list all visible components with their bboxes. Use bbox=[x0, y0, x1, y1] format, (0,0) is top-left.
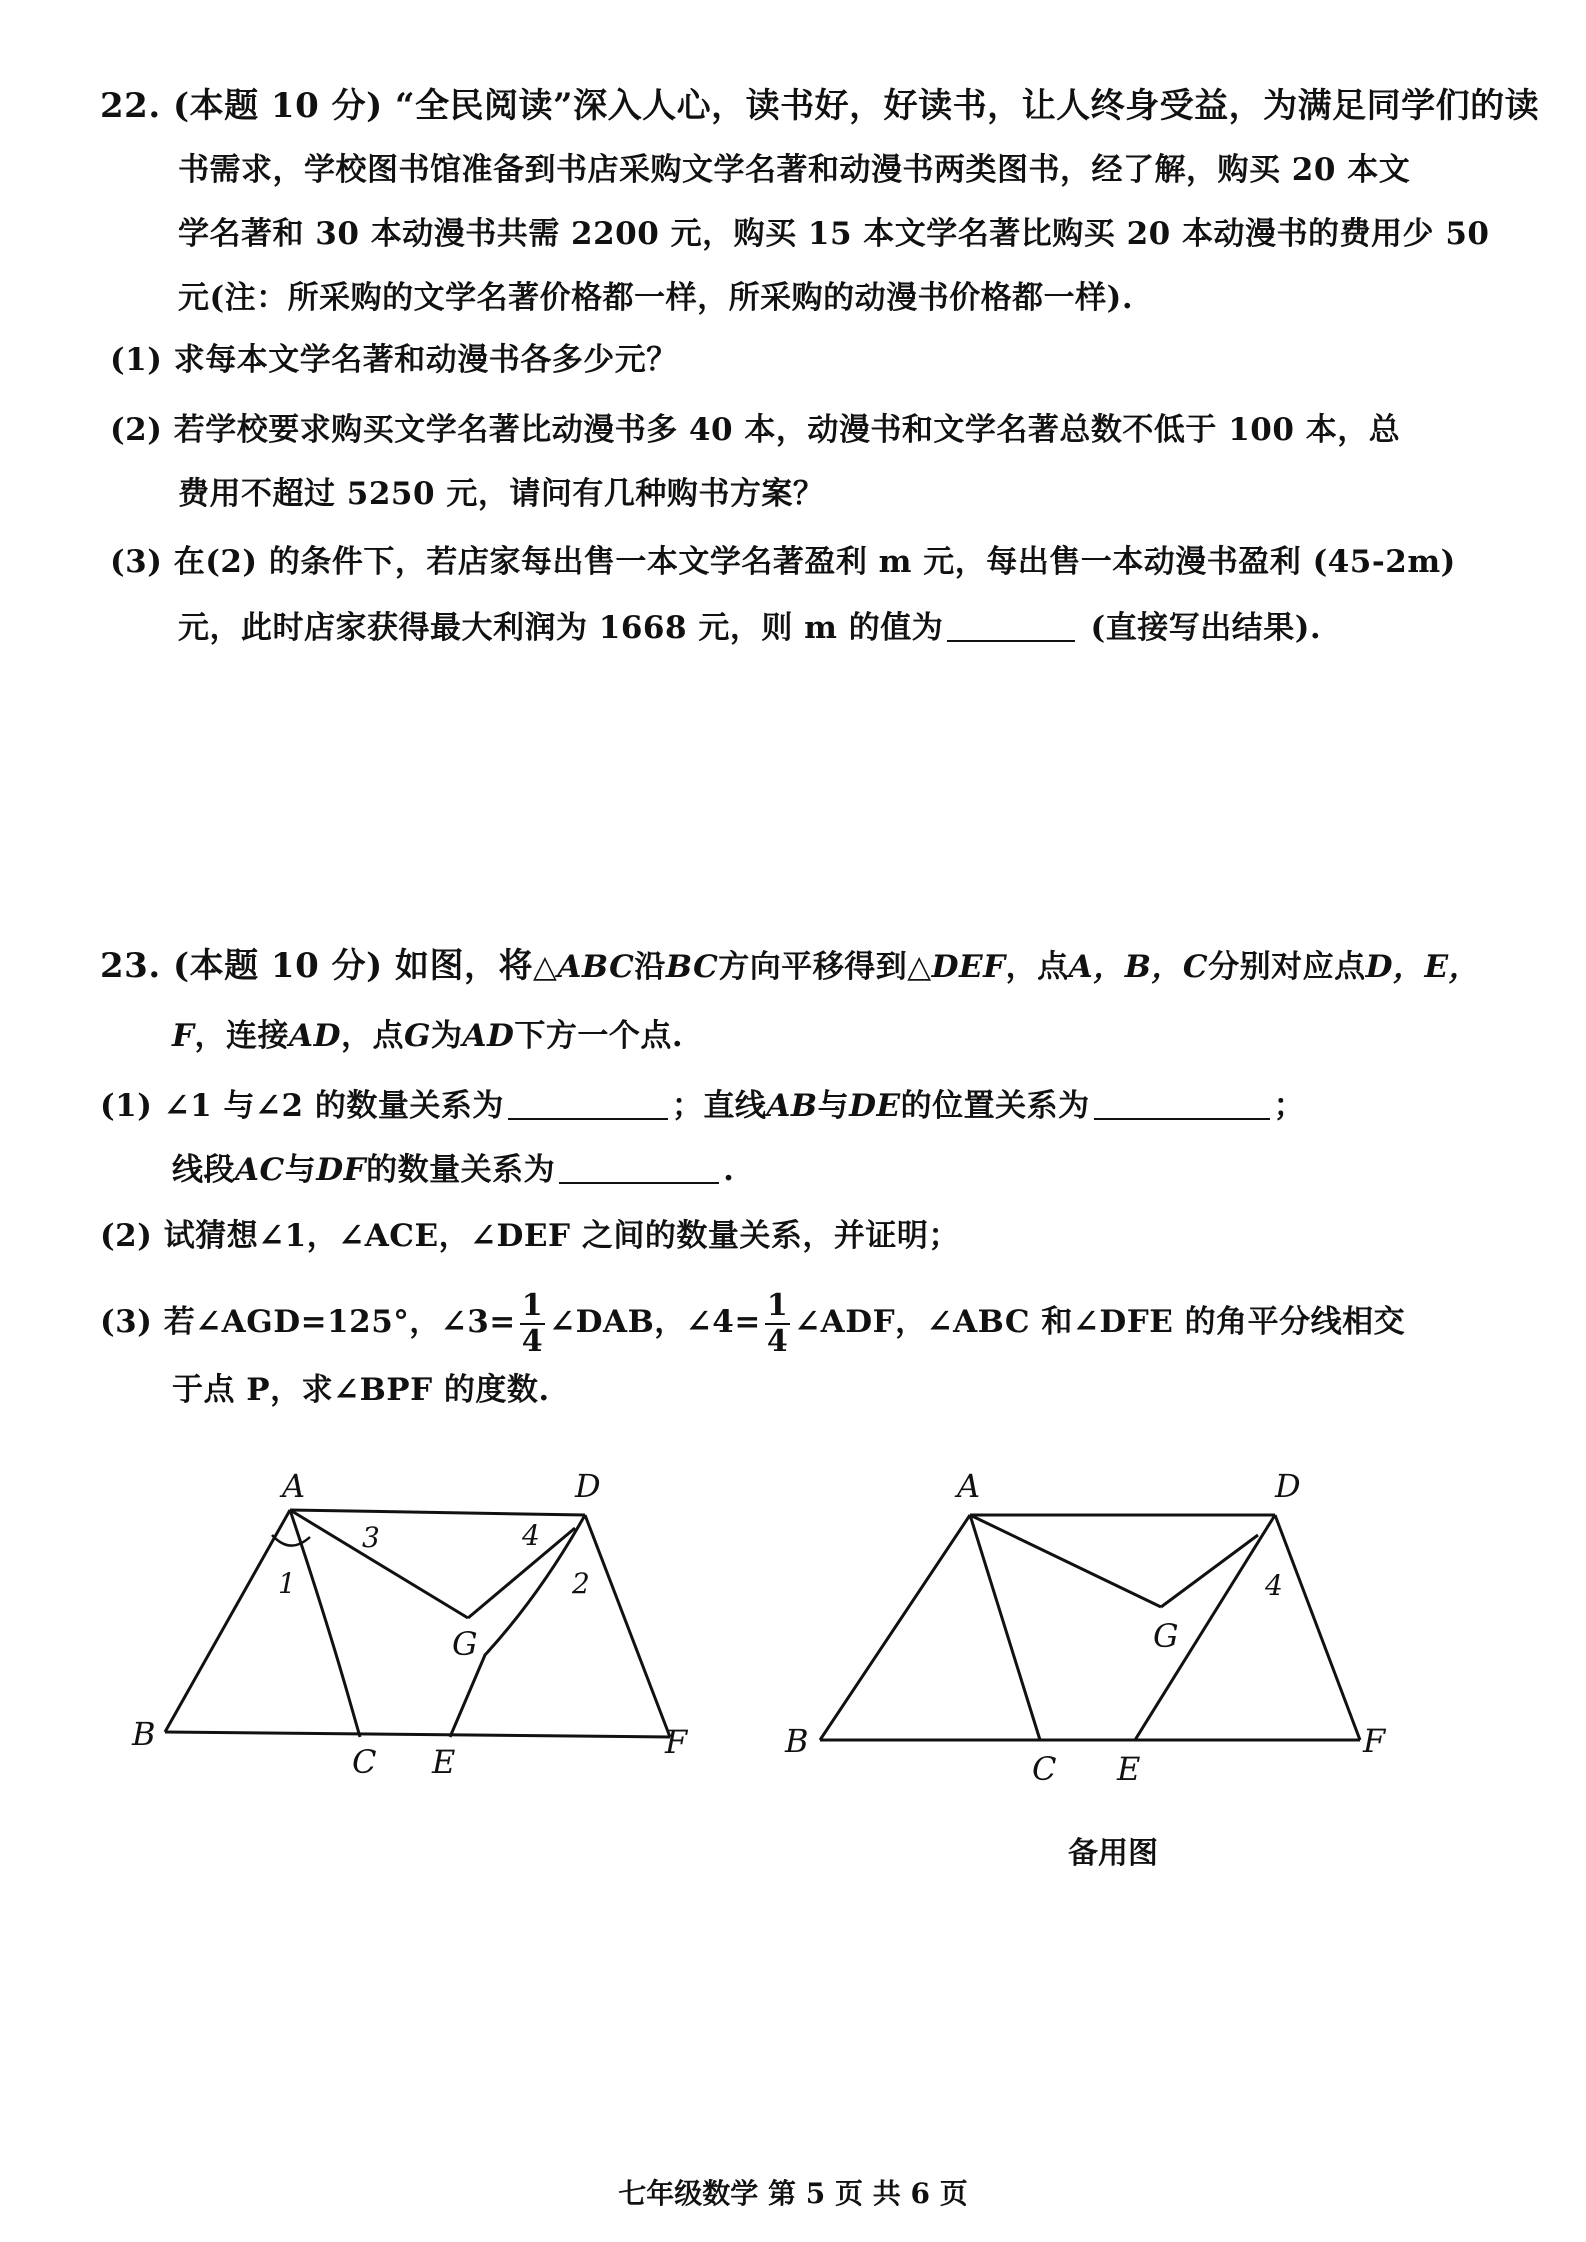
q23-header bbox=[100, 946, 1480, 987]
fraction-one-quarter bbox=[765, 1289, 790, 1359]
angle-label-4: 4 bbox=[522, 1519, 540, 1552]
q23-text: 的数量关系为 bbox=[366, 1152, 556, 1188]
q22-header bbox=[100, 86, 1539, 127]
label-b: B bbox=[132, 1715, 156, 1753]
q23-text: 与 bbox=[284, 1152, 317, 1188]
figure-backup-caption: 备用图 bbox=[1068, 1836, 1158, 1871]
q22-part2-line2: 费用不超过 5250 元，请问有几种购书方案？ bbox=[178, 476, 825, 512]
q22-line2: 书需求，学校图书馆准备到书店采购文学名著和动漫书两类图书，经了解，购买 20 本文 bbox=[178, 152, 1411, 188]
fraction-numerator: 1 bbox=[766, 1287, 789, 1323]
fraction-numerator: 1 bbox=[521, 1287, 544, 1323]
q23-text: 线段 bbox=[172, 1152, 235, 1188]
fraction-one-quarter bbox=[520, 1289, 545, 1359]
q22-part3-text-end: (直接写出结果). bbox=[1079, 610, 1322, 646]
angle-label-1: 1 bbox=[278, 1567, 296, 1600]
segment-bc: BC bbox=[665, 949, 719, 985]
answer-blank[interactable] bbox=[947, 640, 1075, 642]
figure-main bbox=[120, 1455, 720, 1800]
label-e: E bbox=[432, 1743, 456, 1781]
label-g: G bbox=[1153, 1617, 1179, 1655]
angle-label-4: 4 bbox=[1265, 1569, 1283, 1602]
fraction-denominator: 4 bbox=[521, 1323, 544, 1359]
label-d: D bbox=[575, 1467, 601, 1505]
segment-df: DF bbox=[316, 1152, 367, 1188]
label-c: C bbox=[352, 1743, 377, 1781]
triangle-abc: △ABC bbox=[533, 949, 635, 985]
segment-ab-line bbox=[165, 1510, 290, 1732]
fraction-denominator: 4 bbox=[766, 1323, 789, 1359]
q23-text: 下方一个点. bbox=[514, 1018, 684, 1054]
q23-text: 的位置关系为 bbox=[900, 1088, 1090, 1124]
q23-text: . bbox=[723, 1152, 735, 1188]
points-abc: A，B，C bbox=[1068, 949, 1209, 985]
q22-line3: 学名著和 30 本动漫书共需 2200 元，购买 15 本文学名著比购买 20 本动漫书的费用少 50 bbox=[178, 216, 1490, 252]
answer-blank[interactable] bbox=[559, 1182, 719, 1184]
answer-blank[interactable] bbox=[508, 1118, 668, 1120]
q23-text: (1) ∠1 与∠2 的数量关系为 bbox=[100, 1088, 504, 1124]
label-e: E bbox=[1117, 1750, 1141, 1788]
q22-part1: (1) 求每本文学名著和动漫书各多少元？ bbox=[110, 342, 678, 378]
segment-ad: AD bbox=[289, 1018, 341, 1054]
angle-label-3: 3 bbox=[362, 1521, 380, 1554]
label-g: G bbox=[452, 1625, 478, 1663]
segment-bf-line bbox=[165, 1732, 670, 1737]
q23-part3-line1 bbox=[100, 1282, 1405, 1362]
q23-text: ； bbox=[1273, 1088, 1306, 1124]
line-ab: AB bbox=[766, 1088, 818, 1124]
segment-ag-line bbox=[970, 1515, 1161, 1607]
q23-header-text: 23. (本题 10 分) 如图，将 bbox=[100, 946, 533, 986]
answer-blank[interactable] bbox=[1094, 1118, 1270, 1120]
segment-df-line bbox=[585, 1515, 670, 1737]
q22-part3-line1: (3) 在(2) 的条件下，若店家每出售一本文学名著盈利 m 元，每出售一本动漫书盈利 (45-2m) bbox=[110, 544, 1456, 580]
triangle-def: △DEF bbox=[907, 949, 1006, 985]
q23-text: ，点 bbox=[340, 1018, 404, 1054]
q23-text: 与 bbox=[817, 1088, 850, 1124]
q23-text: ，点 bbox=[1005, 949, 1069, 985]
label-f: F bbox=[1363, 1722, 1386, 1760]
segment-ac: AC bbox=[235, 1152, 285, 1188]
segment-ab-line bbox=[820, 1515, 970, 1740]
segment-ac-line bbox=[970, 1515, 1040, 1740]
page-footer: 七年级数学 第 5 页 共 6 页 bbox=[618, 2177, 968, 2210]
q23-text: 方向平移得到 bbox=[718, 949, 908, 985]
point-f: F bbox=[172, 1018, 195, 1054]
q22-line4: 元(注：所采购的文学名著价格都一样，所采购的动漫书价格都一样). bbox=[178, 280, 1134, 316]
q23-line2 bbox=[172, 1016, 683, 1056]
q23-text: ，连接 bbox=[194, 1018, 290, 1054]
label-d: D bbox=[1275, 1467, 1301, 1505]
q23-text: ∠DAB，∠4= bbox=[549, 1304, 761, 1340]
q23-part1-line1 bbox=[100, 1086, 1305, 1126]
q23-part2: (2) 试猜想∠1，∠ACE，∠DEF 之间的数量关系，并证明； bbox=[100, 1218, 960, 1254]
angle-1-arc bbox=[272, 1535, 310, 1546]
segment-ad: AD bbox=[462, 1018, 515, 1054]
label-c: C bbox=[1032, 1750, 1057, 1788]
q23-part1-line2 bbox=[172, 1150, 734, 1190]
label-a: A bbox=[957, 1467, 981, 1505]
q22-part3-line2 bbox=[178, 608, 1321, 648]
q23-text: ；直线 bbox=[671, 1088, 767, 1124]
figure-backup bbox=[775, 1455, 1415, 1800]
q22-part2-line1: (2) 若学校要求购买文学名著比动漫书多 40 本，动漫书和文学名著总数不低于 100 本，总 bbox=[110, 412, 1401, 448]
q23-text: ∠ADF，∠ABC 和∠DFE 的角平分线相交 bbox=[794, 1304, 1406, 1340]
angle-label-2: 2 bbox=[572, 1567, 590, 1600]
label-b: B bbox=[785, 1722, 809, 1760]
q23-part3-line2: 于点 P，求∠BPF 的度数. bbox=[172, 1372, 550, 1408]
point-g: G bbox=[403, 1018, 431, 1054]
points-de: D，E， bbox=[1365, 949, 1481, 985]
label-a: A bbox=[282, 1467, 306, 1505]
segment-gd-line bbox=[1161, 1535, 1258, 1607]
q22-header-text: 22. (本题 10 分) “全民阅读”深入人心，读书好，好读书，让人终身受益，为满足同学们的读 bbox=[100, 86, 1540, 126]
segment-ad-line bbox=[290, 1510, 585, 1515]
line-de: DE bbox=[849, 1088, 901, 1124]
q23-text: 分别对应点 bbox=[1208, 949, 1366, 985]
segment-df-line bbox=[1275, 1515, 1360, 1740]
q23-text: (3) 若∠AGD=125°，∠3= bbox=[100, 1304, 516, 1340]
q23-text: 为 bbox=[430, 1018, 463, 1054]
q22-part3-text: 元，此时店家获得最大利润为 1668 元，则 m 的值为 bbox=[178, 610, 944, 646]
label-f: F bbox=[665, 1723, 688, 1761]
q23-text: 沿 bbox=[634, 949, 666, 985]
